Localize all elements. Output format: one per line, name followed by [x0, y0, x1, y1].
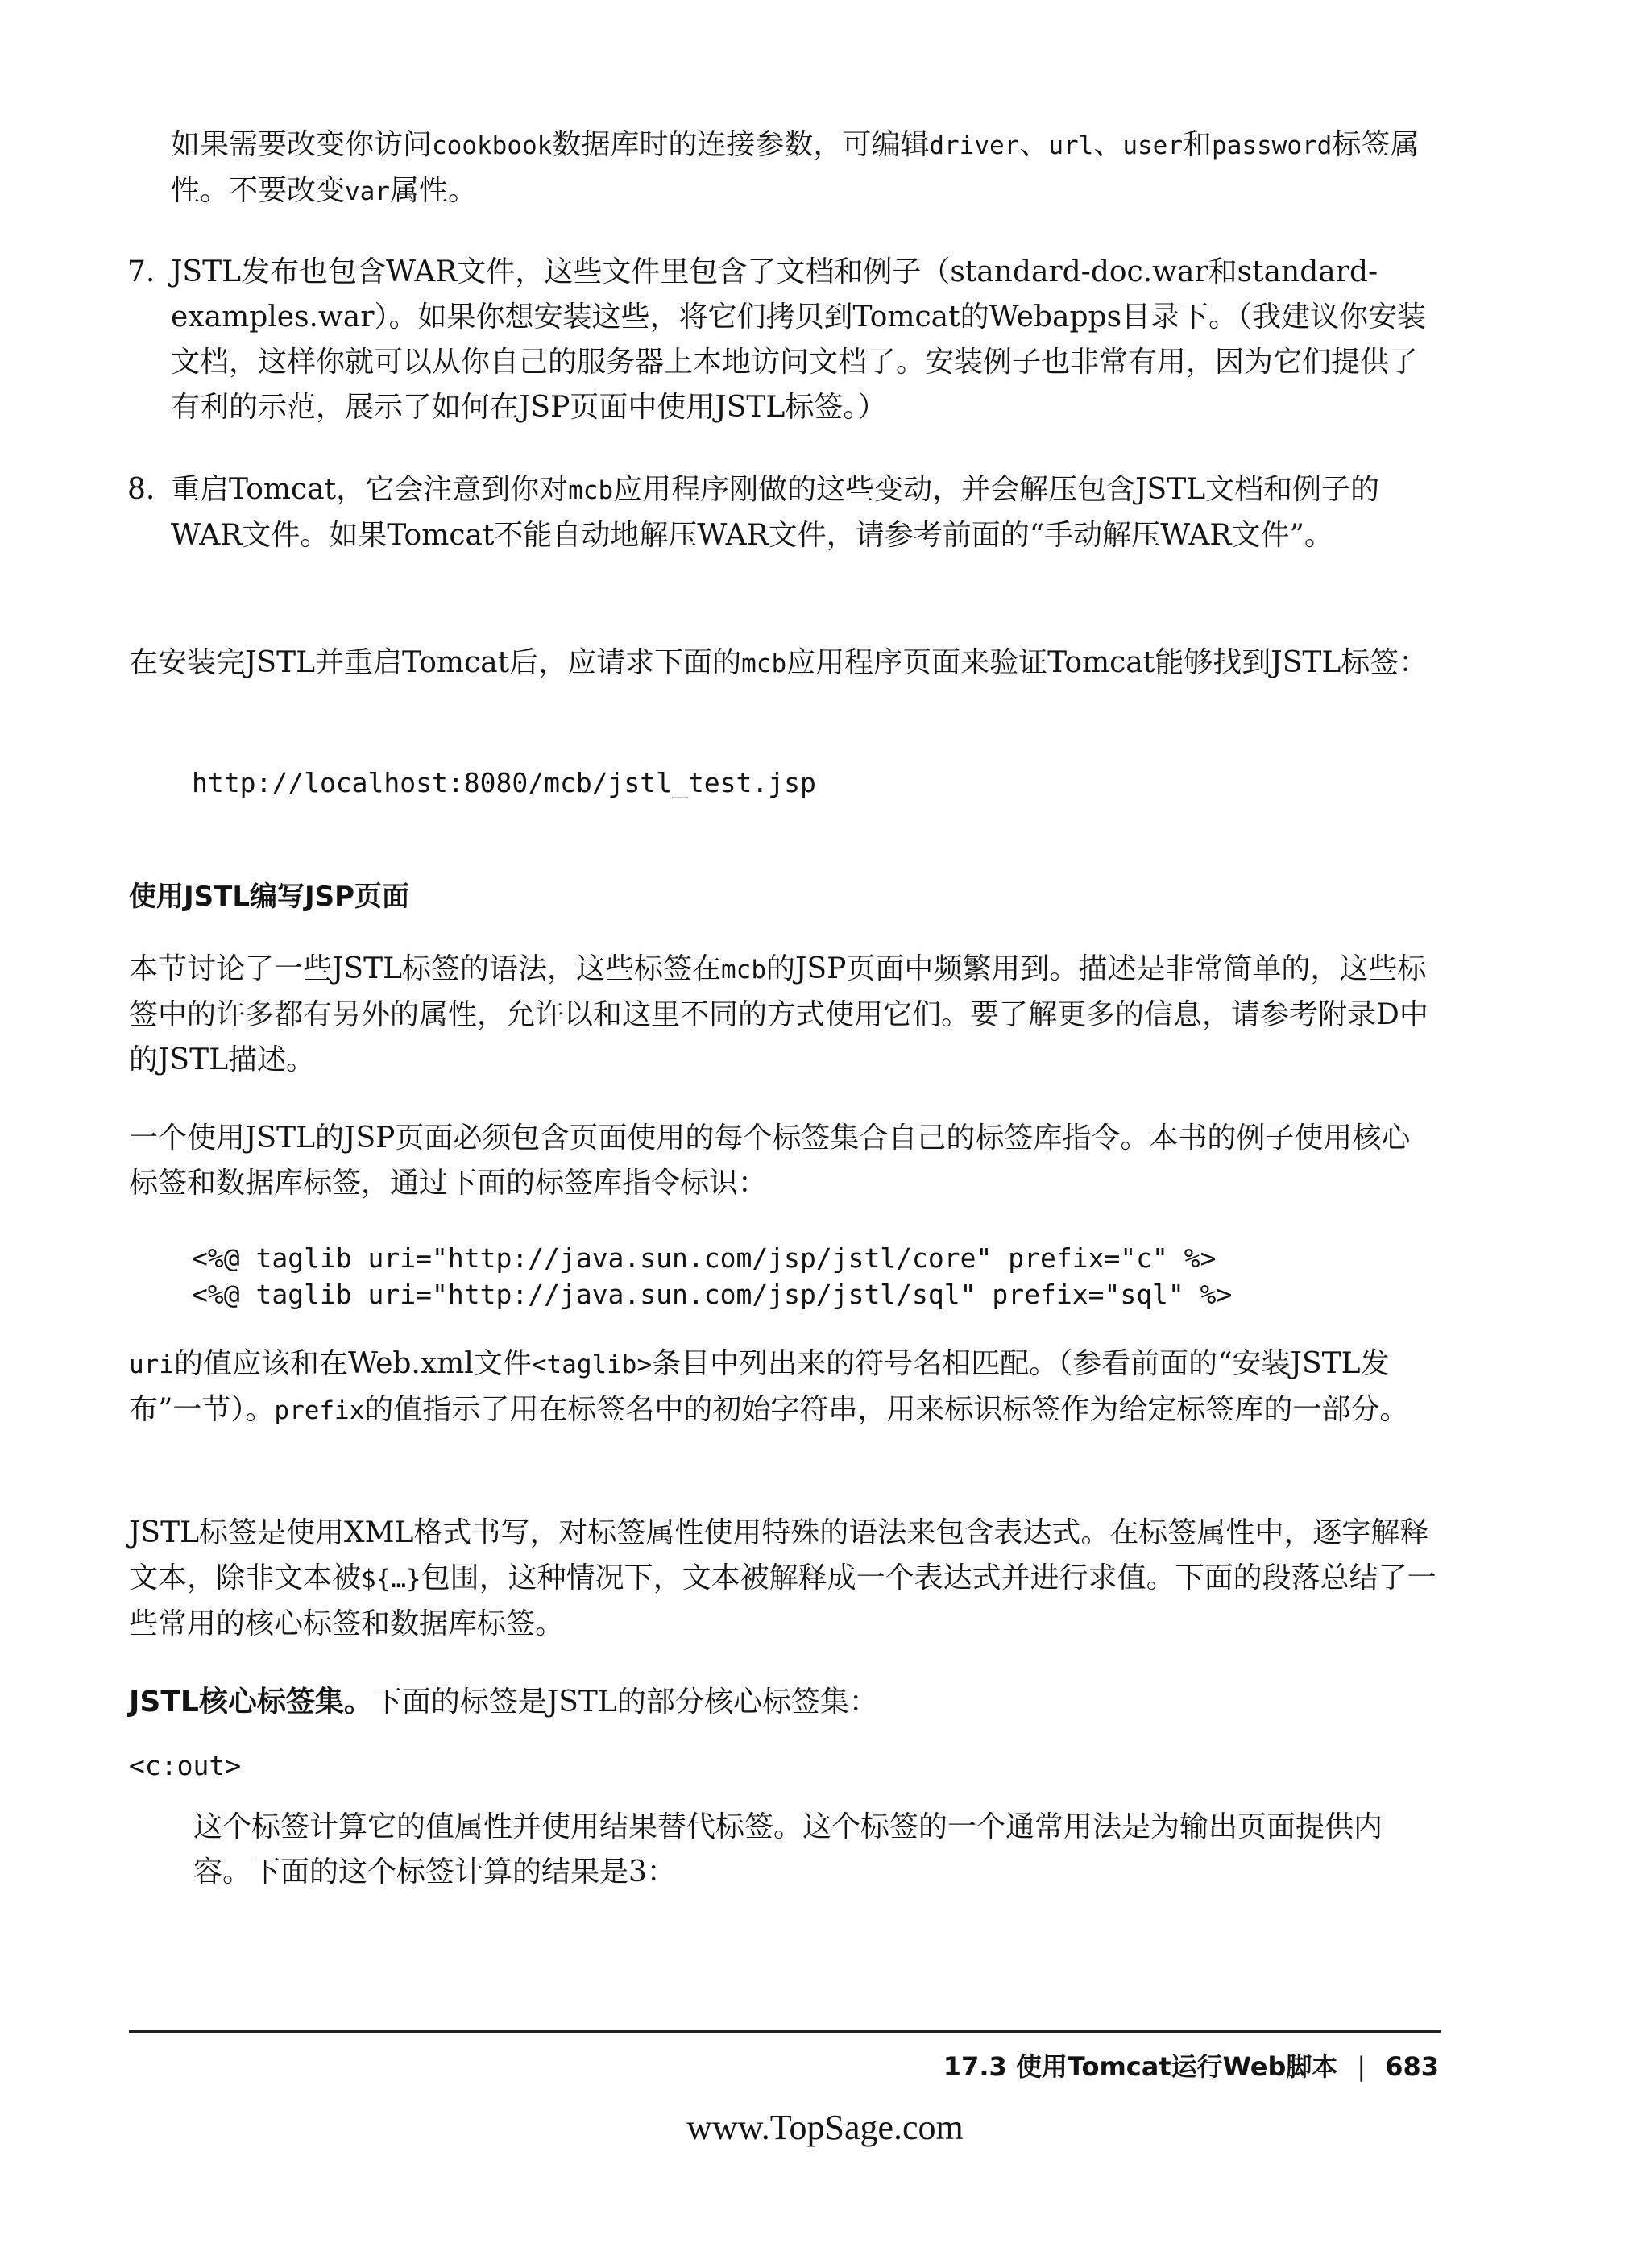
list-number-7: 7. — [127, 255, 155, 288]
paragraph-section-intro: 本节讨论了一些JSTL标签的语法，这些标签在mcb的JSP页面中频繁用到。描述是非常简单的，这些标签中的许多都有另外的属性，允许以和这里不同的方式使用它们。要了解更多的信息，请参考附录D中的JSTL描述。 — [129, 952, 1428, 1076]
code-test-url: http://localhost:8080/mcb/jstl_test.jsp — [192, 767, 816, 798]
paragraph-core-tags: JSTL核心标签集。下面的标签是JSTL的部分核心标签集： — [129, 1685, 878, 1719]
paragraph-taglib: 一个使用JSTL的JSP页面必须包含页面使用的每个标签集合自己的标签库指令。本书的例子使用核心标签和数据库标签，通过下面的标签库指令标识： — [129, 1122, 1411, 1200]
code-cout-tag: <c:out> — [129, 1750, 242, 1781]
list-number-8: 8. — [127, 473, 155, 506]
footer-section-title: 17.3 使用Tomcat运行Web脚本 — [943, 2051, 1338, 2082]
paragraph-cout: 这个标签计算它的值属性并使用结果替代标签。这个标签的一个通常用法是为输出页面提供内容。下面的这个标签计算的结果是3： — [193, 1810, 1383, 1889]
footer-separator: | — [1357, 2051, 1366, 2082]
page-number: 683 — [1385, 2051, 1439, 2082]
code-taglib-core: <%@ taglib uri="http://java.sun.com/jsp/jstl/core" prefix="c" %> — [192, 1242, 1217, 1274]
list-item-8: 重启Tomcat，它会注意到你对mcb应用程序刚做的这些变动，并会解压包含JSTL文档和例子的WAR文件。如果Tomcat不能自动地解压WAR文件，请参考前面的“手动解压WAR文件”。 — [171, 473, 1380, 552]
paragraph-verify-jstl: 在安装完JSTL并重启Tomcat后，应请求下面的mcb应用程序页面来验证Tomcat能够找到JSTL标签： — [129, 646, 1428, 679]
paragraph-connection-params: 如果需要改变你访问cookbook数据库时的连接参数，可编辑driver、url、user和password标签属性。不要改变var属性。 — [171, 128, 1420, 207]
list-item-7: JSTL发布也包含WAR文件，这些文件里包含了文档和例子（standard-doc.war和standard-examples.war）。如果你想安装这些，将它们拷贝到Tomcat的Webapps目录下。（我建议你安装文档，这样你就可以从你自己的服务器上本地访问文档了。安装例子也非常有用，因为它们提供了有利的示范，展示了如何在JSP页面中使用JSTL标签。） — [171, 255, 1427, 424]
code-taglib-sql: <%@ taglib uri="http://java.sun.com/jsp/jstl/sql" prefix="sql" %> — [192, 1279, 1233, 1310]
page-footer — [943, 2046, 1439, 2083]
footer-divider — [129, 2030, 1441, 2033]
paragraph-xml-format: JSTL标签是使用XML格式书写，对标签属性使用特殊的语法来包含表达式。在标签属性中，逐字解释文本，除非文本被${…}包围，这种情况下，文本被解释成一个表达式并进行求值。下面的段落总结了一些常用的核心标签和数据库标签。 — [129, 1516, 1436, 1640]
website-watermark: www.TopSage.com — [686, 2108, 964, 2147]
paragraph-uri: uri的值应该和在Web.xml文件<taglib>条目中列出来的符号名相匹配。（参看前面的“安装JSTL发布”一节）。prefix的值指示了用在标签名中的初始字符串，用来标识标签作为给定标签库的一部分。 — [129, 1347, 1409, 1426]
section-heading: 使用JSTL编写JSP页面 — [129, 881, 410, 913]
